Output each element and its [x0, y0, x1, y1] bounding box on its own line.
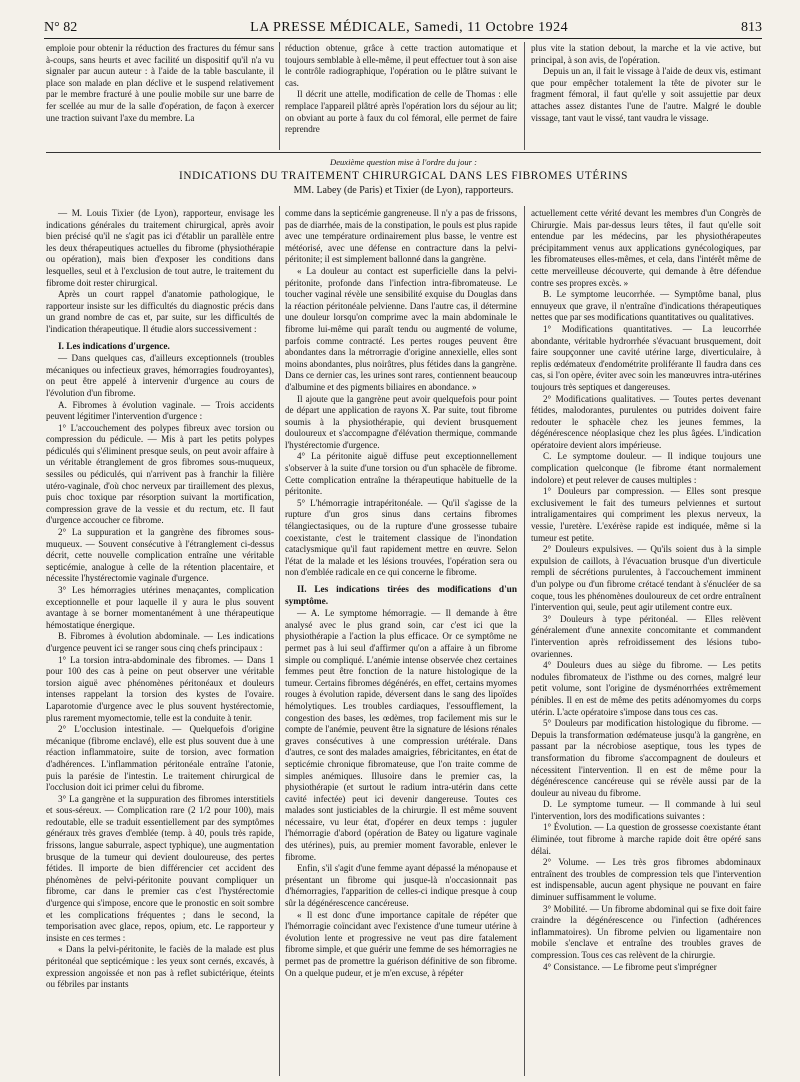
column-divider — [524, 42, 525, 150]
section-heading — [46, 157, 761, 196]
section-title: INDICATIONS DU TRAITEMENT CHIRURGICAL DANS LES FIBROMES UTÉRINS — [179, 170, 628, 182]
top-column-2 — [285, 43, 517, 136]
paragraph: « La douleur au contact est superficielle dans la pelvi-péritonite, profonde dans l'infection intra-fibromateuse. Le toucher vaginal révèle une sensibilité exquise du Douglas dans la réaction péritonéale pelvienne. Dans l'autre cas, il détermine une douleur lorsqu'on comprime avec la main abdominale le fibrome lui-même qui paraît tendu ou augmenté de volume, parfois comme contracté. Les pertes rouges peuvent être abondantes dans la métrorragie d'origine annexielle, elles sont moins abondantes, plus noirâtres, plus fétides dans la gangrène. Dans ce dernier cas, les urines sont rares, contiennent beaucoup d'albumine et des pigments biliaires en abondance. » — [285, 265, 517, 392]
column-divider — [524, 206, 525, 1076]
paragraph: B. Fibromes à évolution abdominale. — Les indications d'urgence peuvent ici se ranger sous cinq chefs principaux : — [46, 631, 274, 653]
paragraph: actuellement cette vérité devant les membres d'un Congrès de Chirurgie. Mais par-dessus leurs têtes, il faut qu'elle soit entendue par les médecins, par les physiothérapeutes précipitamment venus aux applications gynécologiques, par les fibromateuses elles-mêmes, et cela, dans l'intérêt même de cette merveilleuse découverte, qui demande à être défendue contre ses propres excès. » — [531, 208, 761, 288]
top-col3-text-b: Depuis un an, il fait le vissage à l'aide de deux vis, estimant que pour empêcher totalement la tête de pivoter sur le fragment fémoral, il faut qu'elle y soit assujettie par deux attaches assez distantes l'une de l'autre. Malgré le double vissage, tant vaut le vissé, tant vaudra le vissage. — [531, 66, 761, 123]
paragraph: 1° Évolution. — La question de grossesse coexistante étant éliminée, tout fibrome à marche rapide doit être opéré sans délai. — [531, 822, 761, 856]
subheading: I. Les indications d'urgence. — [58, 341, 170, 352]
page-header — [44, 14, 762, 39]
paragraph: — Dans quelques cas, d'ailleurs exceptionnels (troubles mécaniques ou infectieux graves, hémorragies foudroyantes), on peut être appelé à intervenir d'urgence au cours de l'évolution d'un fibrome. — [46, 353, 274, 398]
paragraph: « Dans la pelvi-péritonite, le faciès de la malade est plus péritonéal que septicémique : les yeux sont cernés, excavés, à expression angoissée et non pas à reflet subictérique, éteints ou fébriles par instants — [46, 944, 274, 990]
paragraph: 1° Douleurs par compression. — Elles sont presque exclusivement le fait des tumeurs pelviennes et surtout intraligamentaires qui compriment les plexus nerveux, la vessie, l'uretère. L'exérèse rapide est indiquée, même si la tumeur est petite. — [531, 486, 761, 543]
top-col2-text-b: Il décrit une attelle, modification de celle de Thomas : elle remplace l'appareil plâtré après l'opération lors du séjour au lit; on obviant au porte à faux du col fémoral, elle permet de faire reprendre — [285, 89, 517, 135]
paragraph: Après un court rappel d'anatomie pathologique, le rapporteur insiste sur les difficultés du diagnostic précis dans un grand nombre de cas et, par suite, sur les difficultés de l'indication thérapeutique. Il étudie alors successivement : — [46, 289, 274, 334]
paragraph: C. Le symptome douleur. — Il indique toujours une complication quelconque (le fibrome étant normalement indolore) et peut relever de causes multiples : — [531, 451, 761, 485]
paragraph: 1° Modifications quantitatives. — La leucorrhée abondante, véritable hydrorrhée s'évacuant brusquement, doit faire soupçonner une cavité utérine large, diverticulaire, à replis œdémateux d'endométrite proliférante Il faudra dans ces cas, si l'on opère, éviter avec soin les manœuvres intra-utérines toujours très septiques et dangereuses. — [531, 323, 761, 392]
paragraph: Il ajoute que la gangrène peut avoir quelquefois pour point de départ une application de rayons X. Par suite, tout fibrome soumis à la physiothérapie, qui devient brusquement douloureux et s'accompagne d'élévation thermique, commande l'hystérectomie d'urgence. — [285, 393, 517, 450]
paragraph: 3° Mobilité. — Un fibrome abdominal qui se fixe doit faire craindre la dégénérescence ou l'infection (adhérences inflammatoires). Un fibrome pelvien ou ligamentaire non mobile s'enclave et entraîne des troubles graves de compression. Tous ces cas relèvent de la chirurgie. — [531, 903, 761, 960]
paragraph: Enfin, s'il s'agit d'une femme ayant dépassé la ménopause et présentant un fibrome qui jusque-là n'occasionnait pas d'hémorragies, l'apparition de celles-ci indique presque à coup sûr la dégénérescence cancéreuse. — [285, 863, 517, 909]
top-column-3 — [531, 43, 761, 124]
paragraph: 5° L'hémorragie intrapéritonéale. — Qu'il s'agisse de la rupture d'un gros sinus dans certains fibromes télangiectasiques, ou de la rupture d'une grossesse tubaire coexistante, c'est le traitement classique de l'inondation cataclysmique qu'il faut rapidement mettre en œuvre. Selon l'état de la malade et les lésions trouvées, l'opération sera ou non d'emblée radicale en ce qui concerne le fibrome. — [285, 497, 517, 578]
body-column-3 — [531, 208, 761, 973]
paragraph: 2° Modifications qualitatives. — Toutes pertes devenant fétides, malodorantes, purulentes ou putrides doivent faire redouter le sphacèle chez les jeunes femmes, la dégénérescence néoplasique chez les plus âgées. L'indication opératoire devient alors impérieuse. — [531, 393, 761, 450]
paragraph: 2° Volume. — Les très gros fibromes abdominaux entraînent des troubles de compression tels que l'intervention est indispensable, aucun agent physique ne pouvant en faire diminuer suffisamment le volume. — [531, 857, 761, 903]
paragraph: « Il est donc d'une importance capitale de répéter que l'hémorragie coïncidant avec l'existence d'une tumeur utérine à évolution lente et progressive ne veut pas dire fatalement fibrome simple, et que guérir une femme de ses hémorragies ne permet pas de promettre la guérison définitive de son fibrome. On a quelque pudeur, et je m'en excuse, à répéter — [285, 909, 517, 978]
body-column-1 — [46, 208, 274, 991]
paragraph: D. Le symptome tumeur. — Il commande à lui seul l'intervention, lors des modifications suivantes : — [531, 799, 761, 821]
paragraph: 2° L'occlusion intestinale. — Quelquefois d'origine mécanique (fibrome enclavé), elle est plus souvent due à une réaction inflammatoire, suite de torsion, avec formation d'adhérences. L'inflammation péritonéale entraîne l'atonie, puis la parésie de l'intestin. Le traitement chirurgical de l'occlusion doit ici primer celui du fibrome. — [46, 724, 274, 793]
session-question: Deuxième question mise à l'ordre du jour : — [329, 157, 478, 167]
paragraph: 1° L'accouchement des polypes fibreux avec torsion ou compression du pédicule. — Mis à part les petits polypes pédiculés qui s'éliminent presque seuls, on peut avoir affaire à un véritable étranglement de gros fibromes sous-muqueux, sessiles ou pédiculés, qui n'arrivent pas à franchir la filière utéro-vaginale, d'où choc nerveux par tiraillement des plexus, puis choc toxique par résorption suivant la mortification, compression grave de la vessie et du rectum, etc. Il faut d'urgence accoucher ce fibrome. — [46, 422, 274, 526]
top-col2-text-a: réduction obtenue, grâce à cette traction automatique et toujours semblable à elle-même, il peut effectuer tout à son aise le contrôle radiographique, l'opération ou le plâtre suivant le cas. — [285, 43, 517, 88]
paragraph: 3° Douleurs à type péritonéal. — Elles relèvent généralement d'une annexite concomitante et commandent l'intervention après refroidissement des lésions tubo-ovariennes. — [531, 613, 761, 659]
top-col3-text-a: plus vite la station debout, la marche et la vie active, but principal, à son avis, de l'opération. — [531, 43, 761, 65]
paragraph: B. Le symptome leucorrhée. — Symptôme banal, plus ennuyeux que grave, il n'entraîne d'indications thérapeutiques nettes que par ses modifications quantitatives ou qualitatives. — [531, 289, 761, 323]
paragraph: 3° Les hémorragies utérines menaçantes, complication exceptionnelle et pour laquelle il y aura le plus souvent avantage à se borner momentanément à une thérapeutique hémostatique énergique. — [46, 585, 274, 630]
body-column-2 — [285, 208, 517, 979]
paragraph: 1° La torsion intra-abdominale des fibromes. — Dans 1 pour 100 des cas à peine on peut observer une véritable torsion aiguë avec phénomènes péritonéaux et douleurs intenses rappelant la torsion des kystes de l'ovaire. Laparotomie d'urgence avec le plus souvent hystérectomie, plus rarement myomectomie, telle est la conduite à tenir. — [46, 654, 274, 723]
issue-number: N° 82 — [44, 20, 78, 35]
paragraph: 2° Douleurs expulsives. — Qu'ils soient dus à la simple expulsion de caillots, à l'évacuation brusque d'un diverticule rempli de sécrétions purulentes, à l'accouchement imminent d'un polype ou d'un fibrome crétacé tendant à s'énucléer de sa coque, tous les phénomènes douloureux de cet ordre entraînent l'intervention qui, seule, peut agir utilement contre eux. — [531, 544, 761, 613]
top-col1-text: emploie pour obtenir la réduction des fractures du fémur sans à-coups, sans heurts et avec facilité un dispositif qu'il n'a vu signaler par aucun auteur : à l'aide de la table basculante, il place son malade en plan déclive et le suspend relativement par le membre fracturé à une poulie mobile sur une barre de fer scellée au mur de la salle d'opération, de façon à exercer une traction suivant l'axe du membre. La — [46, 43, 274, 123]
subheading: II. Les indications tirées des modifications d'un symptôme. — [285, 585, 517, 607]
paragraph: 4° Douleurs dues au siège du fibrome. — Les petits nodules fibromateux de l'isthme ou des cornes, malgré leur petit volume, sont l'origine de dysménorrhées extrêmement pénibles. Il en est de même des petits adénomyomes du corps utérin. L'acte opératoire s'impose dans tous ces cas. — [531, 660, 761, 717]
journal-title: LA PRESSE MÉDICALE, Samedi, 11 Octobre 1924 — [250, 20, 569, 35]
column-divider — [279, 206, 280, 1076]
paragraph: comme dans la septicémie gangreneuse. Il n'y a pas de frissons, pas de diarrhée, mais de la constipation, le pouls est plus rapide avec une température ordinairement plus basse, le ventre est météorisé, avec une défense en contracture dans la pelvi-péritonite; il est simplement ballonné dans la gangrène. — [285, 208, 517, 265]
paragraph: 3° La gangrène et la suppuration des fibromes interstitiels et sous-séreux. — Complication rare (2 1/2 pour 100), mais redoutable, elle se traduit essentiellement par des symptômes généraux très graves d'emblée (temp. à 40, pouls très rapide, frissons, langue saburrale, aspect typhique), une augmentation brusque de la tumeur qui devient douloureuse, des pertes fétides. Il importe de bien différencier cet accident des phénomènes de pelvi-péritonite pouvant compliquer un fibrome, car dans le premier cas c'est l'hystérectomie d'urgence qui s'impose, encore que le pronostic en soit sombre et les complications fréquentes ; dans le second, la temporisation avec glace, repos, opium, etc. Le rapporteur y insiste en ces termes : — [46, 793, 274, 943]
section-rule — [46, 152, 761, 153]
section-authors: MM. Labey (de Paris) et Tixier (de Lyon), rapporteurs. — [293, 185, 514, 196]
paragraph: — A. Le symptome hémorragie. — Il demande à être analysé avec le plus grand soin, car c'est ici que la physiothérapie a l'action la plus efficace. Or ce symptôme ne permet pas à lui seul d'affirmer qu'on a affaire à un fibrome simple ou compliqué. L'anémie intense observée chez certaines femmes peut être fonction de la nature histologique de la tumeur. Certains fibromes dégénérés, en effet, certains myomes rouges à évolution rapide, déversent dans le sang des lipoïdes hémolytiques. Les troubles cardiaques, l'essoufflement, la congestion des bases, les œdèmes, trop facilement mis sur le compte de l'anémie, peuvent être la signature de lésions rénales graves consécutives à une compression urétérale. Dans d'autres, ce sont des malades amaigries, fébricitantes, en état de septicémie chronique fibromateuse, que l'on traite comme de simples anémiques. Illusoire dans le premier cas, la physiothérapie (et surtout le radium intra-utérin dans cette cavité infectée) peut ici devenir dangereuse. Toutes ces malades sont justiciables de la chirurgie. Il est même souvent nécessaire, vu leur état, d'opérer en deux temps : juguler l'hémorragie d'abord (opération de Batey ou ligature vaginale des utérines), puis, au premier moment favorable, enlever le fibrome. — [285, 608, 517, 862]
paragraph: 4° Consistance. — Le fibrome peut s'imprégner — [543, 961, 717, 972]
top-column-1 — [46, 43, 274, 124]
paragraph: — M. Louis Tixier (de Lyon), rapporteur, envisage les indications générales du traitement chirurgical, après avoir bien précisé qu'il ne s'agit pas ici d'établir un parallèle entre les deux thérapeutiques actuelles du fibrome (physiothérapie ou opération), mais bien d'exposer les conditions dans lesquelles, seul et à l'exclusion de tout autre, le traitement du fibrome doit rester chirurgical. — [46, 208, 274, 288]
paragraph: A. Fibromes à évolution vaginale. — Trois accidents peuvent légitimer l'intervention d'urgence : — [46, 399, 274, 422]
page-number: 813 — [740, 20, 762, 35]
paragraph: 5° Douleurs par modification histologique du fibrome. — Depuis la transformation œdémateuse jusqu'à la gangrène, en passant par la nécrobiose aseptique, tous les types de transformation du fibrome s'accompagnent de douleurs et nécessitent l'intervention. Il en est de même pour la dégénérescence cancéreuse qui se révèle aussi par de la douleur au niveau du fibrome. — [531, 718, 761, 798]
paragraph: 2° La suppuration et la gangrène des fibromes sous-muqueux. — Souvent consécutive à l'étranglement ci-dessus décrit, cette nouvelle complication entraîne une véritable septicémie, analogue à celle de la rétention placentaire, et nécessite l'hystérectomie vaginale d'urgence. — [46, 527, 274, 584]
paragraph: 4° La péritonite aiguë diffuse peut exceptionnellement s'observer à la suite d'une torsion ou d'un sphacèle de fibrome. Cette complication entraîne la thérapeutique habituelle de la péritonite. — [285, 451, 517, 497]
column-divider — [279, 42, 280, 150]
